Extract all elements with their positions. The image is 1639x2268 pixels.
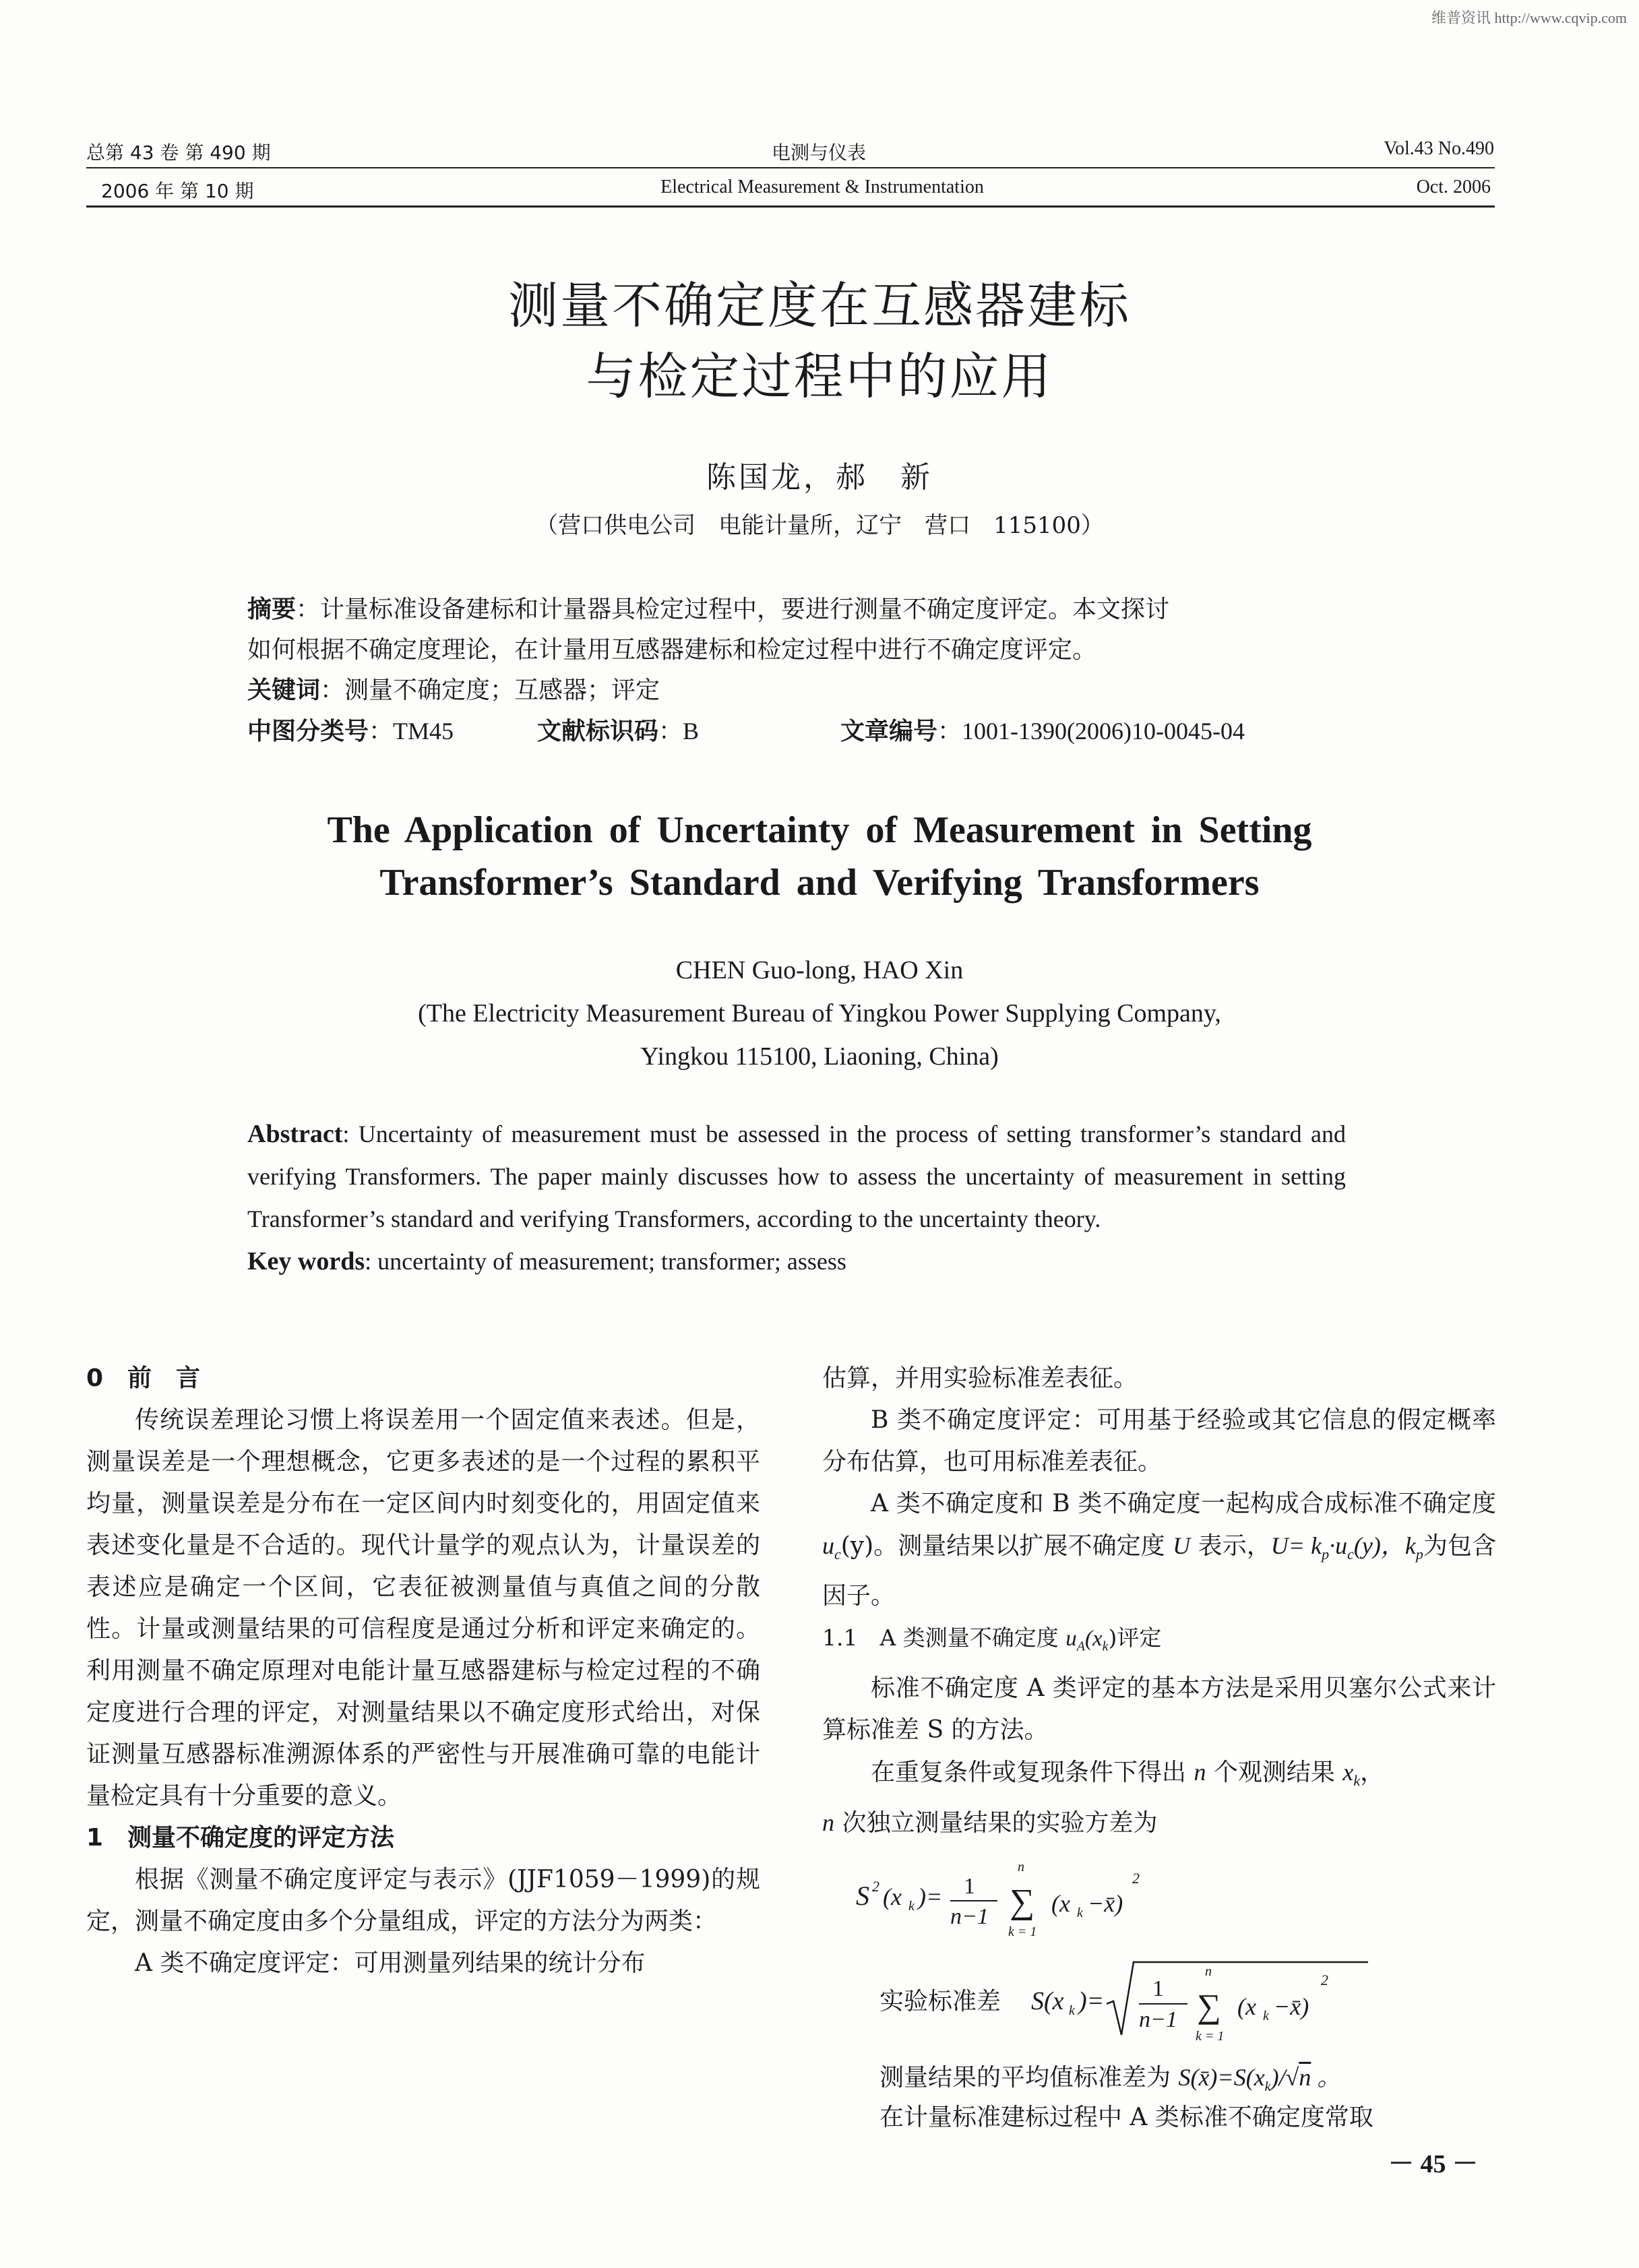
eq2-term: (x [1237,1993,1256,2020]
eq1-S: S [856,1881,869,1911]
header-journal-cn: 电测与仪表 [771,141,866,164]
right-paragraph-5: 在重复条件或复现条件下得出 n 个观测结果 $x_k$， [871,1758,1385,1789]
affiliation: （营口供电公司 电能计量所，辽宁 营口 115100） [535,512,1104,539]
eq1-num: 1 [964,1874,975,1899]
keywords-en-text: : uncertainty of measurement; transformer; assess [365,1248,846,1275]
eq1-term: (x [1051,1890,1070,1917]
right-paragraph-3: A 类不确定度和 B 类不确定度一起构成合成标准不确定度 $u_c(y)$。测量结果以扩展不确定度 U 表示，$U= k_p\cdot u_c(y)$，$k_p$为包含因子。 [822,1490,1496,1610]
eq2-term-sq: 2 [1321,1972,1328,1988]
eq2-sigma: ∑ [1197,1987,1221,2025]
eq2-S: S(x [1031,1987,1064,2015]
eq2-den: n−1 [1139,2007,1177,2032]
affiliation-en-2: Yingkou 115100, Liaoning, China) [640,1042,999,1071]
eq1-arg: (x [883,1883,902,1910]
mean-std-label: 测量结果的平均值标准差为 [879,2064,1179,2091]
abstract-cn-label: 摘要 [247,596,297,623]
right-paragraph-2: B 类不确定度评定：可用基于经验或其它信息的假定概率分布估算，也可用标准差表征。 [822,1406,1496,1476]
right-paragraph-6: n 次独立测量结果的实验方差为 [822,1808,1158,1837]
keywords-cn-label: 关键词 [247,676,321,704]
eq1-sum-top: n [1018,1860,1024,1875]
abstract-en-text: : Uncertainty of measurement must be assessed in the process of setting transformer’s standard and verifying Transformers. The paper mainly discusses how to assess the uncertainty of measurement in setting Transformer’s standard and verifying Transformers, according to the uncertainty theory. [247,1121,1346,1232]
authors: 陈国龙，郝 新 [706,460,933,495]
section-1-heading: 1 测量不确定度的评定方法 [86,1824,395,1852]
eq1-den: n−1 [950,1904,989,1929]
right-paragraph-4: 标准不确定度 A 类评定的基本方法是采用贝塞尔公式来计算标准差 S 的方法。 [822,1674,1496,1744]
right-column [822,1358,1496,1844]
section-0-heading: 0 前 言 [86,1364,201,1392]
equation-std-dev [1031,1954,1382,2055]
left-paragraph-2: 根据《测量不确定度评定与表示》(JJF1059－1999)的规定，测量不确定度由多个分量组成，评定的方法分为两类： [86,1866,760,1935]
doc-code-value: ：B [658,718,700,745]
clc-value: ：TM45 [369,718,454,745]
eq2-term-rest: −x̄) [1274,1993,1309,2020]
article-number-value: ：1001-1390(2006)10-0045-04 [937,718,1245,745]
header-volume: 总第 43 卷 第 490 期 [86,141,271,164]
affiliation-en-1: (The Electricity Measurement Bureau of Yingkou Power Supplying Company, [418,999,1221,1028]
abstract-cn [247,590,1346,751]
subsection-1-1-heading: 1.1 A 类测量不确定度 $u_A(x_k)$评定 [822,1625,1162,1654]
header-journal-en: Electrical Measurement & Instrumentation [660,177,984,197]
eq2-term-k: k [1263,2009,1269,2023]
header-date-en: Oct. 2006 [1416,177,1491,197]
eq1-term-rest: −x̄) [1088,1890,1123,1917]
eq2-num: 1 [1152,1976,1164,2001]
header-rule-bottom [86,206,1495,208]
left-paragraph-1: 传统误差理论习惯上将误差用一个固定值来表述。但是，测量误差是一个理想概念，它更多表述的是一个过程的累积平均量，测量误差是分布在一定区间内时刻变化的，用固定值来表述变化量是不合适的。现代计量学的观点认为，计量误差的表述应是确定一个区间，它表征被测量值与真值之间的分散性。计量或测量结果的可信程度是通过分析和评定来确定的。利用测量不确定原理对电能计量互感器建标与检定过程的不确定度进行合理的评定，对测量结果以不确定度形式给出，对保证测量互感器标准溯源体系的严密性与开展准确可靠的电能计量检定具有十分重要的意义。 [86,1406,760,1810]
right-paragraph-1: 估算，并用实验标准差表征。 [822,1364,1138,1392]
eq1-sq: 2 [872,1878,879,1895]
authors-en: CHEN Guo-long, HAO Xin [675,956,964,984]
eq2-sum-top: n [1205,1964,1212,1979]
header-rule-top [86,167,1495,168]
header-issue: 2006 年 第 10 期 [101,180,254,202]
eq1-close: )= [918,1883,943,1910]
eq1-sigma: ∑ [1010,1883,1035,1921]
article-number-label: 文章编号 [840,718,938,745]
abstract-cn-line-2: 如何根据不确定度理论，在计量用互感器建标和检定过程中进行不确定度评定。 [247,636,1097,664]
abstract-en-label: Abstract [247,1120,343,1148]
page-number: － 45 － [1388,2150,1479,2178]
eq1-term-sq: 2 [1132,1870,1140,1887]
equation-variance [856,1856,1206,1944]
title-line-1: 测量不确定度在互感器建标 [508,277,1131,335]
eq2-eq: )= [1078,1987,1105,2015]
title-en-line-1: The Application of Uncertainty of Measurement in Setting [327,809,1312,851]
abstract-cn-line-1: ：计量标准设备建标和计量器具检定过程中，要进行测量不确定度评定。本文探讨 [296,596,1170,623]
title-line-2: 与检定过程中的应用 [586,348,1053,406]
keywords-en-label: Key words [247,1247,365,1275]
eq1-sum-bottom: k = 1 [1008,1924,1037,1939]
eq1-k: k [908,1899,915,1914]
title-en-line-2: Transformer’s Standard and Verifying Transformers [379,862,1260,904]
eq2-sum-bottom: k = 1 [1196,2029,1225,2044]
right-paragraph-last: 在计量标准建标过程中 A 类标准不确定度常取 [879,2104,1373,2131]
clc-label: 中图分类号 [247,718,369,745]
header-vol-en: Vol.43 No.490 [1384,138,1494,159]
eq1-term-k: k [1077,1905,1083,1920]
doc-code-label: 文献标识码 [537,718,659,745]
mean-std-formula: $S(x̄)=S(x_k)/√n$ 。 [1178,2064,1342,2095]
std-dev-label: 实验标准差 [879,1988,1001,2015]
keywords-cn-text: ：测量不确定度；互感器；评定 [320,676,660,704]
watermark: 维普资讯 http://www.cqvip.com [1431,9,1627,26]
eq2-k: k [1069,2003,1075,2018]
abstract-en [247,1113,1346,1283]
left-paragraph-3: A 类不确定度评定：可用测量列结果的统计分布 [135,1949,646,1977]
left-column [86,1358,760,1984]
